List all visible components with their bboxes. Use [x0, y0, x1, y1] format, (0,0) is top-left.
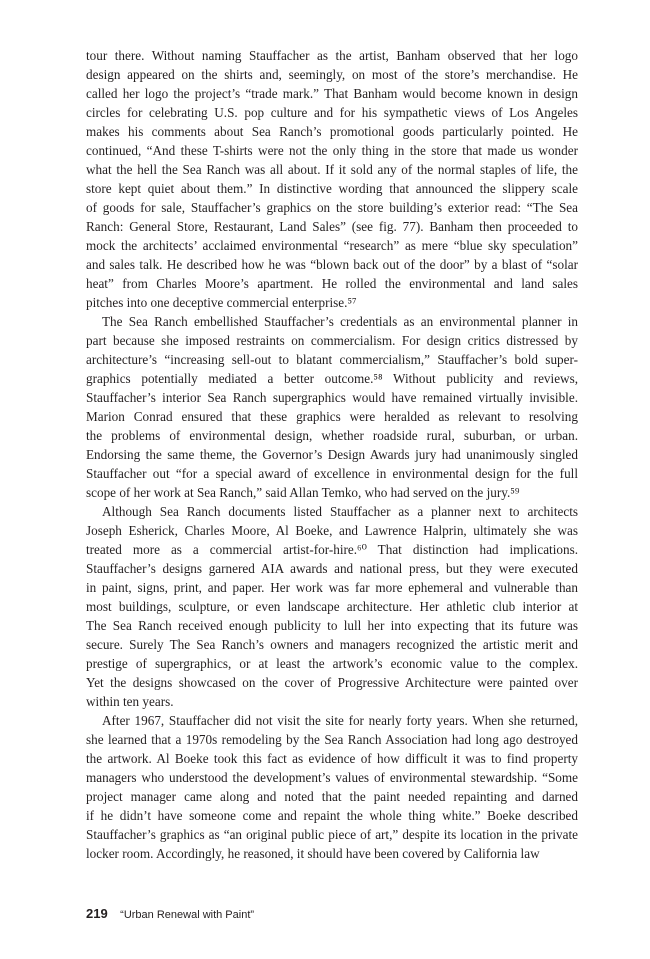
text-line: managers who understood the development’s values of environmental stewardship. “Some	[86, 770, 578, 785]
text-line: heat” from Charles Moore’s apartment. He rolled the environmental and land sales	[86, 276, 578, 291]
text-line: Endorsing the same theme, the Governor’s Design Awards jury had unanimously singled	[86, 447, 578, 462]
text-line: of goods for sale, Stauffacher’s graphics on the store building’s exterior read: “The Sea	[86, 200, 578, 215]
text-line: most buildings, sculpture, or even landscape architecture. Her athletic club interior at	[86, 599, 578, 614]
text-line: Marion Conrad ensured that these graphics were heralded as relevant to resolving	[86, 409, 578, 424]
text-line: Stauffacher’s interior Sea Ranch supergraphics would have remained virtually invisible.	[86, 390, 578, 405]
text-line: part because she imposed restraints on commercialism. For design critics distressed by	[86, 333, 578, 348]
running-title: “Urban Renewal with Paint”	[120, 909, 255, 921]
text-line: graphics potentially mediated a better outcome.⁵⁸ Without publicity and reviews,	[86, 371, 578, 386]
text-line: Yet the designs showcased on the cover of Progressive Architecture were painted over	[86, 675, 578, 690]
text-line: she learned that a 1970s remodeling by the Sea Ranch Association had long ago destroyed	[86, 732, 578, 747]
paragraph-1	[86, 46, 578, 312]
text-line: continued, “And these T-shirts were not the only thing in the store that made us wonder	[86, 143, 578, 158]
text-line: After 1967, Stauffacher did not visit the site for nearly forty years. When she returned,	[102, 713, 578, 728]
text-line: called her logo the project’s “trade mark.” That Banham would become known in design	[86, 86, 578, 101]
text-line: and sales talk. He described how he was “blown back out of the door” by a blast of “solar	[86, 257, 578, 272]
paragraph-3	[86, 502, 578, 711]
text-line: store kept quiet about them.” In distinctive wording that announced the slippery scale	[86, 181, 578, 196]
text-line: The Sea Ranch received enough publicity to lull her into expecting that its future was	[86, 618, 578, 633]
page-body	[86, 46, 578, 863]
text-line: Stauffacher’s graphics as “an original public piece of art,” despite its location in the private	[86, 827, 578, 842]
text-line: Stauffacher out “for a special award of excellence in environmental design for the full	[86, 466, 578, 481]
text-line: scope of her work at Sea Ranch,” said Allan Temko, who had served on the jury.⁵⁹	[86, 485, 520, 500]
text-line: in paint, signs, print, and paper. Her work was far more ephemeral and vulnerable than	[86, 580, 578, 595]
text-line: within ten years.	[86, 694, 174, 709]
text-line: treated more as a commercial artist-for-hire.⁶⁰ That distinction had implications.	[86, 542, 578, 557]
text-line: secure. Surely The Sea Ranch’s owners and managers recognized the artistic merit and	[86, 637, 578, 652]
text-line: what the hell the Sea Ranch was all about. If it sold any of the normal staples of life, the	[86, 162, 578, 177]
text-line: project manager came along and noted that the paint needed repainting and darned	[86, 789, 578, 804]
text-line: prestige of supergraphics, or at least the artwork’s economic value to the complex.	[86, 656, 578, 671]
text-line: Ranch: General Store, Restaurant, Land Sales” (see fig. 77). Banham then proceeded to	[86, 219, 578, 234]
text-line: Although Sea Ranch documents listed Stauffacher as a planner next to architects	[102, 504, 578, 519]
text-line: Stauffacher’s designs garnered AIA awards and national press, but they were executed	[86, 561, 578, 576]
text-line: if he didn’t have someone come and repaint the whole thing white.” Boeke described	[86, 808, 578, 823]
text-line: mock the architects’ acclaimed environmental “research” as mere “blue sky speculation”	[86, 238, 578, 253]
text-line: locker room. Accordingly, he reasoned, it should have been covered by California law	[86, 846, 540, 861]
paragraph-4	[86, 711, 578, 863]
text-line: architecture’s “increasing sell-out to blatant commercialism,” Stauffacher’s bold super-	[86, 352, 578, 367]
text-line: circles for celebrating U.S. pop culture and for his sympathetic views of Los Angeles	[86, 105, 578, 120]
text-line: the artwork. Al Boeke took this fact as evidence of how difficult it was to find property	[86, 751, 578, 766]
text-line: pitches into one deceptive commercial enterprise.⁵⁷	[86, 295, 357, 310]
text-line: tour there. Without naming Stauffacher as the artist, Banham observed that her logo	[86, 48, 578, 63]
paragraph-2	[86, 312, 578, 502]
text-line: Joseph Esherick, Charles Moore, Al Boeke, and Lawrence Halprin, ultimately she was	[86, 523, 578, 538]
text-line: makes his comments about Sea Ranch’s promotional goods particularly pointed. He	[86, 124, 578, 139]
text-line: design appeared on the shirts and, seemingly, on most of the store’s merchandise. He	[86, 67, 578, 82]
page-footer	[86, 905, 254, 923]
text-line: the problems of environmental design, whether roadside rural, suburban, or urban.	[86, 428, 578, 443]
page-number: 219	[86, 906, 108, 921]
text-line: The Sea Ranch embellished Stauffacher’s credentials as an environmental planner in	[102, 314, 578, 329]
